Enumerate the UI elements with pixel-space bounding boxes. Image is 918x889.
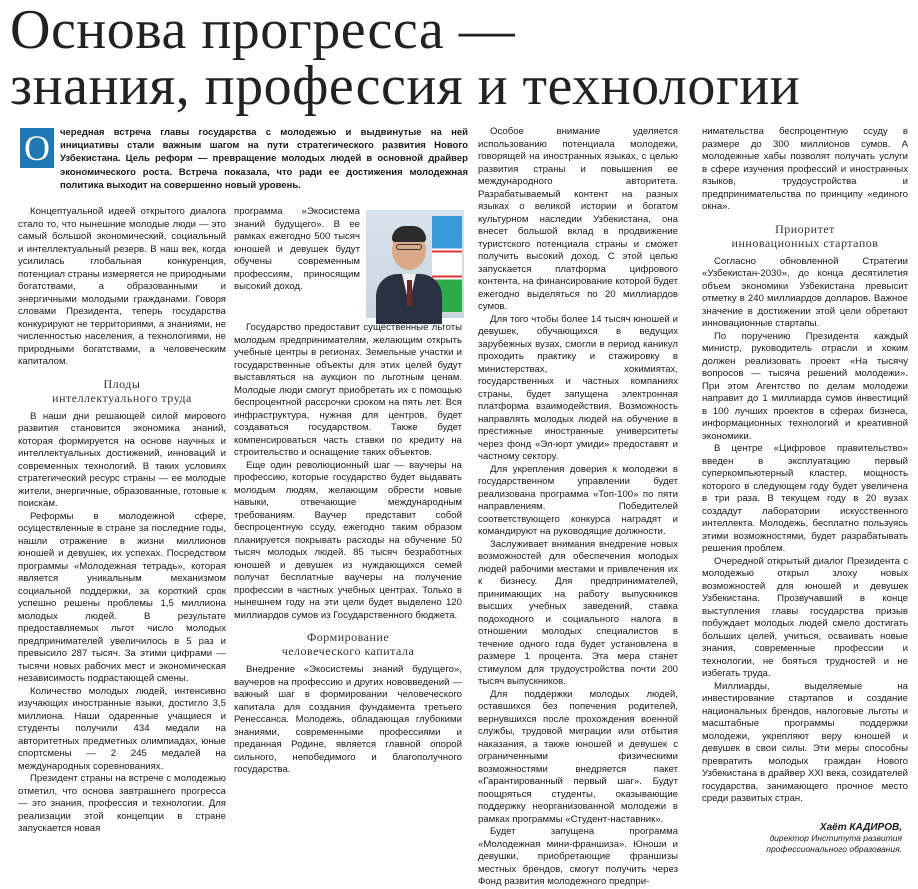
- paragraph: Будет запущена программа «Молодежная мини-франшиза». Юноши и девушки, приобретающие франшизы местных брендов, смогут получить через Фонд развития молодежного предпри-: [478, 826, 678, 887]
- paragraph: Государство предоставит существенные льготы молодым предпринимателям, желающим открыть учебные центры в регионах. Земельные участки и государственные объекты для этих целей будут выставляться на аукцион по льготным ценам. Молодые люди смогут приобретать их с помощью беспроцентной рассрочки сроком на пять лет. Вся инфраструктура, нужная для центров, будет создаваться государством. Также будет компенсироваться часть ставки по кредиту на строительство и оснащение таких объектов.: [234, 322, 462, 458]
- author-signature: [766, 822, 902, 855]
- headline-line-2: знания, профессия и технологии: [10, 55, 801, 117]
- paragraph: По поручению Президента каждый министр, руководитель отрасли и хоким должен реализовать проект «На тысячу вопросов — тысяча решений молодежи». При этом Агентство по делам молодежи направит до 1 миллиарда сумов инвестиций в 100 лучших проектов в сферах бизнеса, информационных технологий и креативной экономики.: [702, 330, 908, 442]
- section-heading-intellectual-labor: [18, 377, 226, 405]
- column-3: [478, 126, 678, 887]
- headline: [10, 0, 910, 117]
- paragraph: программа «Экосистема знаний будущего». В ее рамках ежегодно 500 тысяч юношей и девушек будут обучены современным профессиям, приносящим высокий доход.: [234, 206, 360, 292]
- paragraph: Очередной открытый диалог Президента с молодежью открыл злоху новых возможностей для юношей и девушек Узбекистана. Прозвучавший в конце выступления главы государства призыв побуждает молодых людей смело достигать больших целей, учиться, осваивать новые знания, современные профессии и технологии, не бояться трудностей и не избегать труда.: [702, 555, 908, 679]
- column-2-top: [234, 206, 360, 294]
- author-title-line: профессионального образования.: [766, 844, 902, 854]
- section-heading-line: интеллектуального труда: [52, 390, 192, 405]
- paragraph: В центре «Цифровое правительство» введен в эксплуатацию первый суперкомпьютерный кластер, мощность которого в следующем году будет увеличена в три раза. В текущем году в 20 вузах создадут лаборатории искусственного интеллекта. Молодежь, бесплатно пользуясь этими возможностями, будет разрабатывать решения проблем.: [702, 443, 908, 554]
- author-name: Хаёт КАДИРОВ,: [819, 822, 902, 833]
- paragraph: Миллиарды, выделяемые на инвестирование стартапов и создание национальных брендов, налоговые льготы и масштабные программы поддержки молодежи, укрепляют веру юношей и девушек в свои силы. Эти меры способны превратить молодых граждан Нового Узбекистана в драйвер XXI века, созидателей государства, занимающего прочное место среди развитых стран.: [702, 680, 908, 804]
- column-2: [234, 322, 462, 852]
- paragraph: В наши дни решающей силой мирового развития становится экономика знаний, которая формируется на основе научных и интеллектуальных достижений, инноваций и современных технологий. В таких условиях стратегический ресурс страны — ее молодые жители, энергичные, образованные, готовые к поискам.: [18, 410, 226, 509]
- section-heading-line: Приоритет: [775, 221, 835, 236]
- paragraph: нимательства беспроцентную ссуду в размере до 300 миллионов сумов. А молодежные хабы позволят получать услуги в сфере изучения профессий и иностранных языков, трудоустройства и предпринимательства по принципу «единого окна».: [702, 126, 908, 212]
- section-heading-human-capital: [234, 630, 462, 658]
- section-heading-line: инновационных стартапов: [731, 235, 879, 250]
- paragraph: Еще один революционный шаг — ваучеры на профессию, которые государство будет выдавать молодым людям, желающим обрести новые навыки, отвечающие международным требованиям. Ваучер представит собой беспроцентную ссуду, ежегодно таким образом планируется покрывать расходы на обучение 50 тысяч молодых людей. 85 тысяч безработных юношей и девушек из нуждающихся семей получат бесплатные ваучеры на получение профессии в частных учебных центрах. Только в нынешнем году на эти цели будет выделено 120 миллиардов сумов из Государственного бюджета.: [234, 459, 462, 621]
- paragraph: Внедрение «Экосистемы знаний будущего», ваучеров на профессию и других нововведений — важный шаг в формировании человеческого капитала для создания фундамента третьего Ренессанса. Молодежь, обладающая глубокими знаниями, современными профессиями и преданная Родине, является главной опорой сильного, непобедимого и благополучного государства.: [234, 664, 462, 775]
- column-1: [18, 206, 226, 852]
- paragraph: Согласно обновленной Стратегии «Узбекистан-2030», до конца десятилетия объем экономики Узбекистана превысит отметку в 240 миллиардов долларов. Важное значение в достижении этой цели обретают инновационные стартапы.: [702, 255, 908, 329]
- paragraph: Реформы в молодежной сфере, осуществленные в стране за последние годы, нашли отражение в жизни миллионов юношей и девушек, их успехах. Посредством программы «Молодежная тетрадь», которая является уникальным механизмом социальной поддержки, за короткий срок успешно решены проблемы 1,5 миллиона молодых людей. В результате предоставляемых льгот число молодых предпринимателей увеличилось в 5 раз и превысило 287 тысяч. За этими цифрами — тысячи новых рабочих мест и экономическая независимость подрастающей смены.: [18, 510, 226, 684]
- paragraph: Для укрепления доверия к молодежи в государственном управлении будет реализована программа «Топ-100» по пяти направлениям. Победителей соответствующего конкурса наградят и командируют на руководящие должности.: [478, 463, 678, 537]
- author-title-line: директор Института развития: [769, 833, 902, 843]
- paragraph: Количество молодых людей, интенсивно изучающих иностранные языки, достигло 3,5 миллиона. Наши одаренные учащиеся и студенты получили 434 медали на авторитетных предметных олимпиадах, юные спортсмены — 2 245 медалей на международных соревнованиях.: [18, 685, 226, 772]
- section-heading-line: Плоды: [103, 376, 141, 391]
- drop-cap: О: [20, 128, 54, 168]
- paragraph: Заслуживает внимания внедрение новых возможностей для обеспечения молодых людей рабочими местами и привлечения их к бизнесу. Для предпринимателей, принимающих на работу выпускников высших учебных заведений, ставка подоходного и социального налога в отношении молодых специалистов в течение одного года будет установлена в размере 1 процента. Эта мера станет стимулом для трудоустройства почти 200 тысяч выпускников.: [478, 538, 678, 687]
- paragraph: Президент страны на встрече с молодежью отметил, что основа завтрашнего прогресса — это знания, профессия и технологии. Для реализации этой концепции в стране запускается новая: [18, 773, 226, 834]
- paragraph: Особое внимание уделяется использованию потенциала молодежи, говорящей на иностранных языках, с целью развития страны и повышения ее международного авторитета. Разрабатываемый контент на разных языках о великой истории и богатом культурном наследии Узбекистана, она внесет большой вклад в продвижение туристского потенциала страны и сможет получить высокий доход. С этой целью запускается платформа цифрового контента, на финансирование которой будет ежегодно выделяться по 20 миллиардов сумов.: [478, 126, 678, 312]
- section-heading-startups: [702, 222, 908, 250]
- headline-line-1: Основа прогресса —: [10, 0, 516, 61]
- column-4: [702, 126, 908, 816]
- section-heading-line: человеческого капитала: [281, 644, 415, 658]
- lead-paragraph: [20, 126, 468, 200]
- author-photo: [366, 210, 464, 318]
- paragraph: Для поддержки молодых людей, оставшихся без попечения родителей, вернувшихся после прохождения военной службы, трудовой миграции или отбытия наказания, а также юношей и девушек с ограниченными физическими возможностями внедряется пакет «Гарантированный первый шаг». Будут поощряться студенты, оказывающие поддержку неорганизованной молодежи в рамках программы «Студент-наставник».: [478, 688, 678, 825]
- paragraph: Концептуальной идеей открытого диалога стало то, что нынешние молодые люди — это самый большой экономический, социальный и интеллектуальный резерв. В наш век, когда усилилась глобальная конкуренция, потенциал страны измеряется не природными богатствами, а образованными и энергичными молодыми гражданами. Говоря словами Президента, теперь государства конкурируют не территориями, а знаниями, не численностью населения, а технологиями, не природными богатствами, а человеческим капиталом.: [18, 206, 226, 367]
- lead-text: чередная встреча главы государства с молодежью и выдвинутые на ней инициативы стали важным шагом на пути стратегического развития Нового Узбекистана. Цель реформ — превращение молодых людей в основной драйвер экономического роста. Встреча показала, что ради ее достижения молодежная политика выходит на совершенно новый уровень.: [60, 127, 468, 191]
- section-heading-line: Формирование: [306, 630, 390, 644]
- paragraph: Для того чтобы более 14 тысяч юношей и девушек, обучающихся в ведущих зарубежных вузах, смогли в период каникул проходить практику и стажировку в министерствах, хокимиятах, государственных и частных компаниях страны, будет запущена электронная платформа взаимодействия. Возможность направлять молодых людей на обучение в престижные иностранные университеты через фонд «Эл-юрт умиди» предоставят и частному сектору.: [478, 313, 678, 462]
